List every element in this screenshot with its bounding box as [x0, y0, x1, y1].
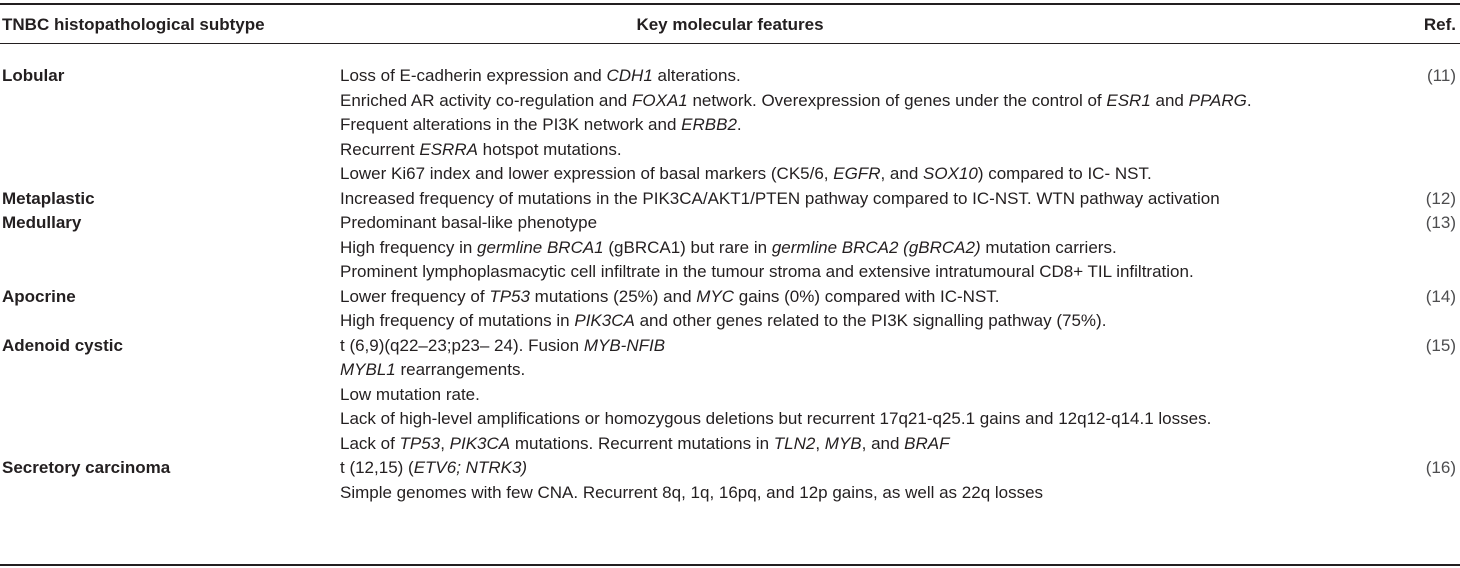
subtype-cell: Adenoid cystic: [2, 335, 123, 355]
feature-text: (gBRCA1) but rare in: [603, 237, 772, 257]
feature-text: Lack of high-level amplifications or homozygous deletions but recurrent 17q21-q25.1 gains and 12q12-q14.1 losses.: [340, 409, 1212, 428]
feature-text: High frequency in: [340, 237, 478, 257]
feature-line: [340, 89, 1396, 114]
feature-line: [340, 211, 1396, 236]
gene-name: ETV6; NTRK3): [413, 458, 528, 477]
feature-line: [340, 187, 1396, 212]
subtype-cell: Secretory carcinoma: [2, 458, 171, 477]
header-rule: [0, 43, 1460, 44]
header-subtype: TNBC histopathological subtype: [2, 15, 265, 34]
gene-name: ESR1: [1106, 90, 1151, 110]
features-cell: [340, 334, 1396, 457]
feature-text: , and: [880, 164, 924, 183]
gene-name: TLN2: [773, 433, 816, 453]
feature-line: [340, 309, 1396, 334]
feature-text: t (12,15) (: [340, 458, 414, 477]
feature-text: Low mutation rate.: [340, 384, 480, 404]
feature-text: t (6,9)(q22–23;p23– 24). Fusion: [340, 335, 584, 355]
table-body: [0, 64, 1460, 505]
feature-text: and other genes related to the PI3K signalling pathway (75%).: [634, 311, 1107, 330]
gene-name: ERBB2: [681, 115, 737, 134]
table-row: [0, 187, 1460, 212]
table-row: [0, 456, 1460, 505]
feature-text: ) compared to IC- NST.: [977, 164, 1152, 183]
feature-text: .: [736, 115, 742, 134]
reference-cell: (11): [1427, 66, 1456, 85]
feature-text: Enriched AR activity co-regulation and: [340, 90, 632, 110]
feature-text: mutations (25%) and: [529, 286, 697, 306]
features-cell: [340, 456, 1396, 505]
subtype-cell: Metaplastic: [2, 188, 95, 208]
feature-text: High frequency of mutations in: [340, 311, 575, 330]
feature-text: alterations.: [652, 66, 741, 85]
feature-text: Recurrent: [340, 139, 420, 159]
features-cell: [340, 187, 1396, 212]
table-row: [0, 211, 1460, 285]
gene-name: TP53: [489, 286, 530, 306]
reference-cell: (14): [1425, 286, 1456, 306]
feature-line: [340, 113, 1396, 138]
feature-text: gains (0%) compared with IC-NST.: [734, 286, 1000, 306]
feature-line: [340, 481, 1396, 506]
feature-text: ,: [440, 433, 450, 453]
reference-cell: (16): [1425, 458, 1456, 477]
feature-line: [340, 432, 1396, 457]
gene-name: ESRRA: [419, 139, 478, 159]
subtype-cell: Apocrine: [2, 286, 76, 306]
feature-line: [340, 456, 1396, 481]
reference-cell: (15): [1425, 335, 1456, 355]
subtype-cell: Medullary: [2, 213, 82, 232]
feature-text: Predominant basal-like phenotype: [340, 213, 598, 232]
feature-text: hotspot mutations.: [477, 139, 622, 159]
gene-name: PIK3CA: [449, 433, 511, 453]
feature-text: Frequent alterations in the PI3K network and: [340, 115, 682, 134]
gene-name: MYC: [696, 286, 735, 306]
table-top-rule: [0, 3, 1460, 5]
feature-text: Lack of: [340, 433, 400, 453]
feature-text: ,: [815, 433, 825, 453]
gene-name: germline BRCA2 (gBRCA2): [771, 237, 981, 257]
features-cell: [340, 211, 1396, 285]
feature-text: , and: [861, 433, 905, 453]
feature-line: [340, 162, 1396, 187]
table-bottom-rule: [0, 564, 1460, 566]
gene-name: EGFR: [833, 164, 881, 183]
feature-text: mutation carriers.: [980, 237, 1117, 257]
feature-line: [340, 407, 1396, 432]
feature-text: Increased frequency of mutations in the PIK3CA/AKT1/PTEN pathway compared to IC-NST. WTN pathway activation: [340, 188, 1220, 208]
gene-name: germline BRCA1: [477, 237, 604, 257]
gene-name: SOX10: [923, 164, 978, 183]
feature-line: [340, 138, 1396, 163]
gene-name: CDH1: [606, 66, 653, 85]
feature-line: [340, 285, 1396, 310]
feature-text: Lower frequency of: [340, 286, 490, 306]
gene-name: BRAF: [904, 433, 950, 453]
features-cell: [340, 285, 1396, 334]
gene-name: PIK3CA: [574, 311, 635, 330]
subtype-cell: Lobular: [2, 66, 65, 85]
feature-text: Lower Ki67 index and lower expression of basal markers (CK5/6,: [340, 164, 834, 183]
table-row: [0, 285, 1460, 334]
feature-text: Loss of E-cadherin expression and: [340, 66, 607, 85]
feature-text: Prominent lymphoplasmacytic cell infiltrate in the tumour stroma and extensive intratumoural CD8+ TIL infiltration.: [340, 262, 1194, 281]
table-row: [0, 64, 1460, 187]
feature-line: [340, 358, 1396, 383]
features-cell: [340, 64, 1396, 187]
feature-text: rearrangements.: [395, 360, 526, 379]
feature-line: [340, 334, 1396, 359]
gene-name: TP53: [399, 433, 441, 453]
gene-name: MYB-NFIB: [583, 335, 666, 355]
feature-text: Simple genomes with few CNA. Recurrent 8q, 1q, 16pq, and 12p gains, as well as 22q losses: [340, 482, 1044, 502]
header-features: Key molecular features: [636, 15, 824, 34]
gene-name: PPARG: [1188, 90, 1247, 110]
reference-cell: (13): [1425, 213, 1456, 232]
feature-line: [340, 260, 1396, 285]
feature-text: .: [1246, 90, 1252, 110]
feature-line: [340, 383, 1396, 408]
feature-text: and: [1150, 90, 1189, 110]
gene-name: MYB: [824, 433, 862, 453]
feature-text: mutations. Recurrent mutations in: [510, 433, 774, 453]
table-row: [0, 334, 1460, 457]
gene-name: MYBL1: [340, 360, 396, 379]
header-ref: Ref.: [1423, 15, 1456, 34]
reference-cell: (12): [1425, 188, 1456, 208]
feature-line: [340, 236, 1396, 261]
feature-text: network. Overexpression of genes under the control of: [687, 90, 1107, 110]
feature-line: [340, 64, 1396, 89]
gene-name: FOXA1: [632, 90, 688, 110]
